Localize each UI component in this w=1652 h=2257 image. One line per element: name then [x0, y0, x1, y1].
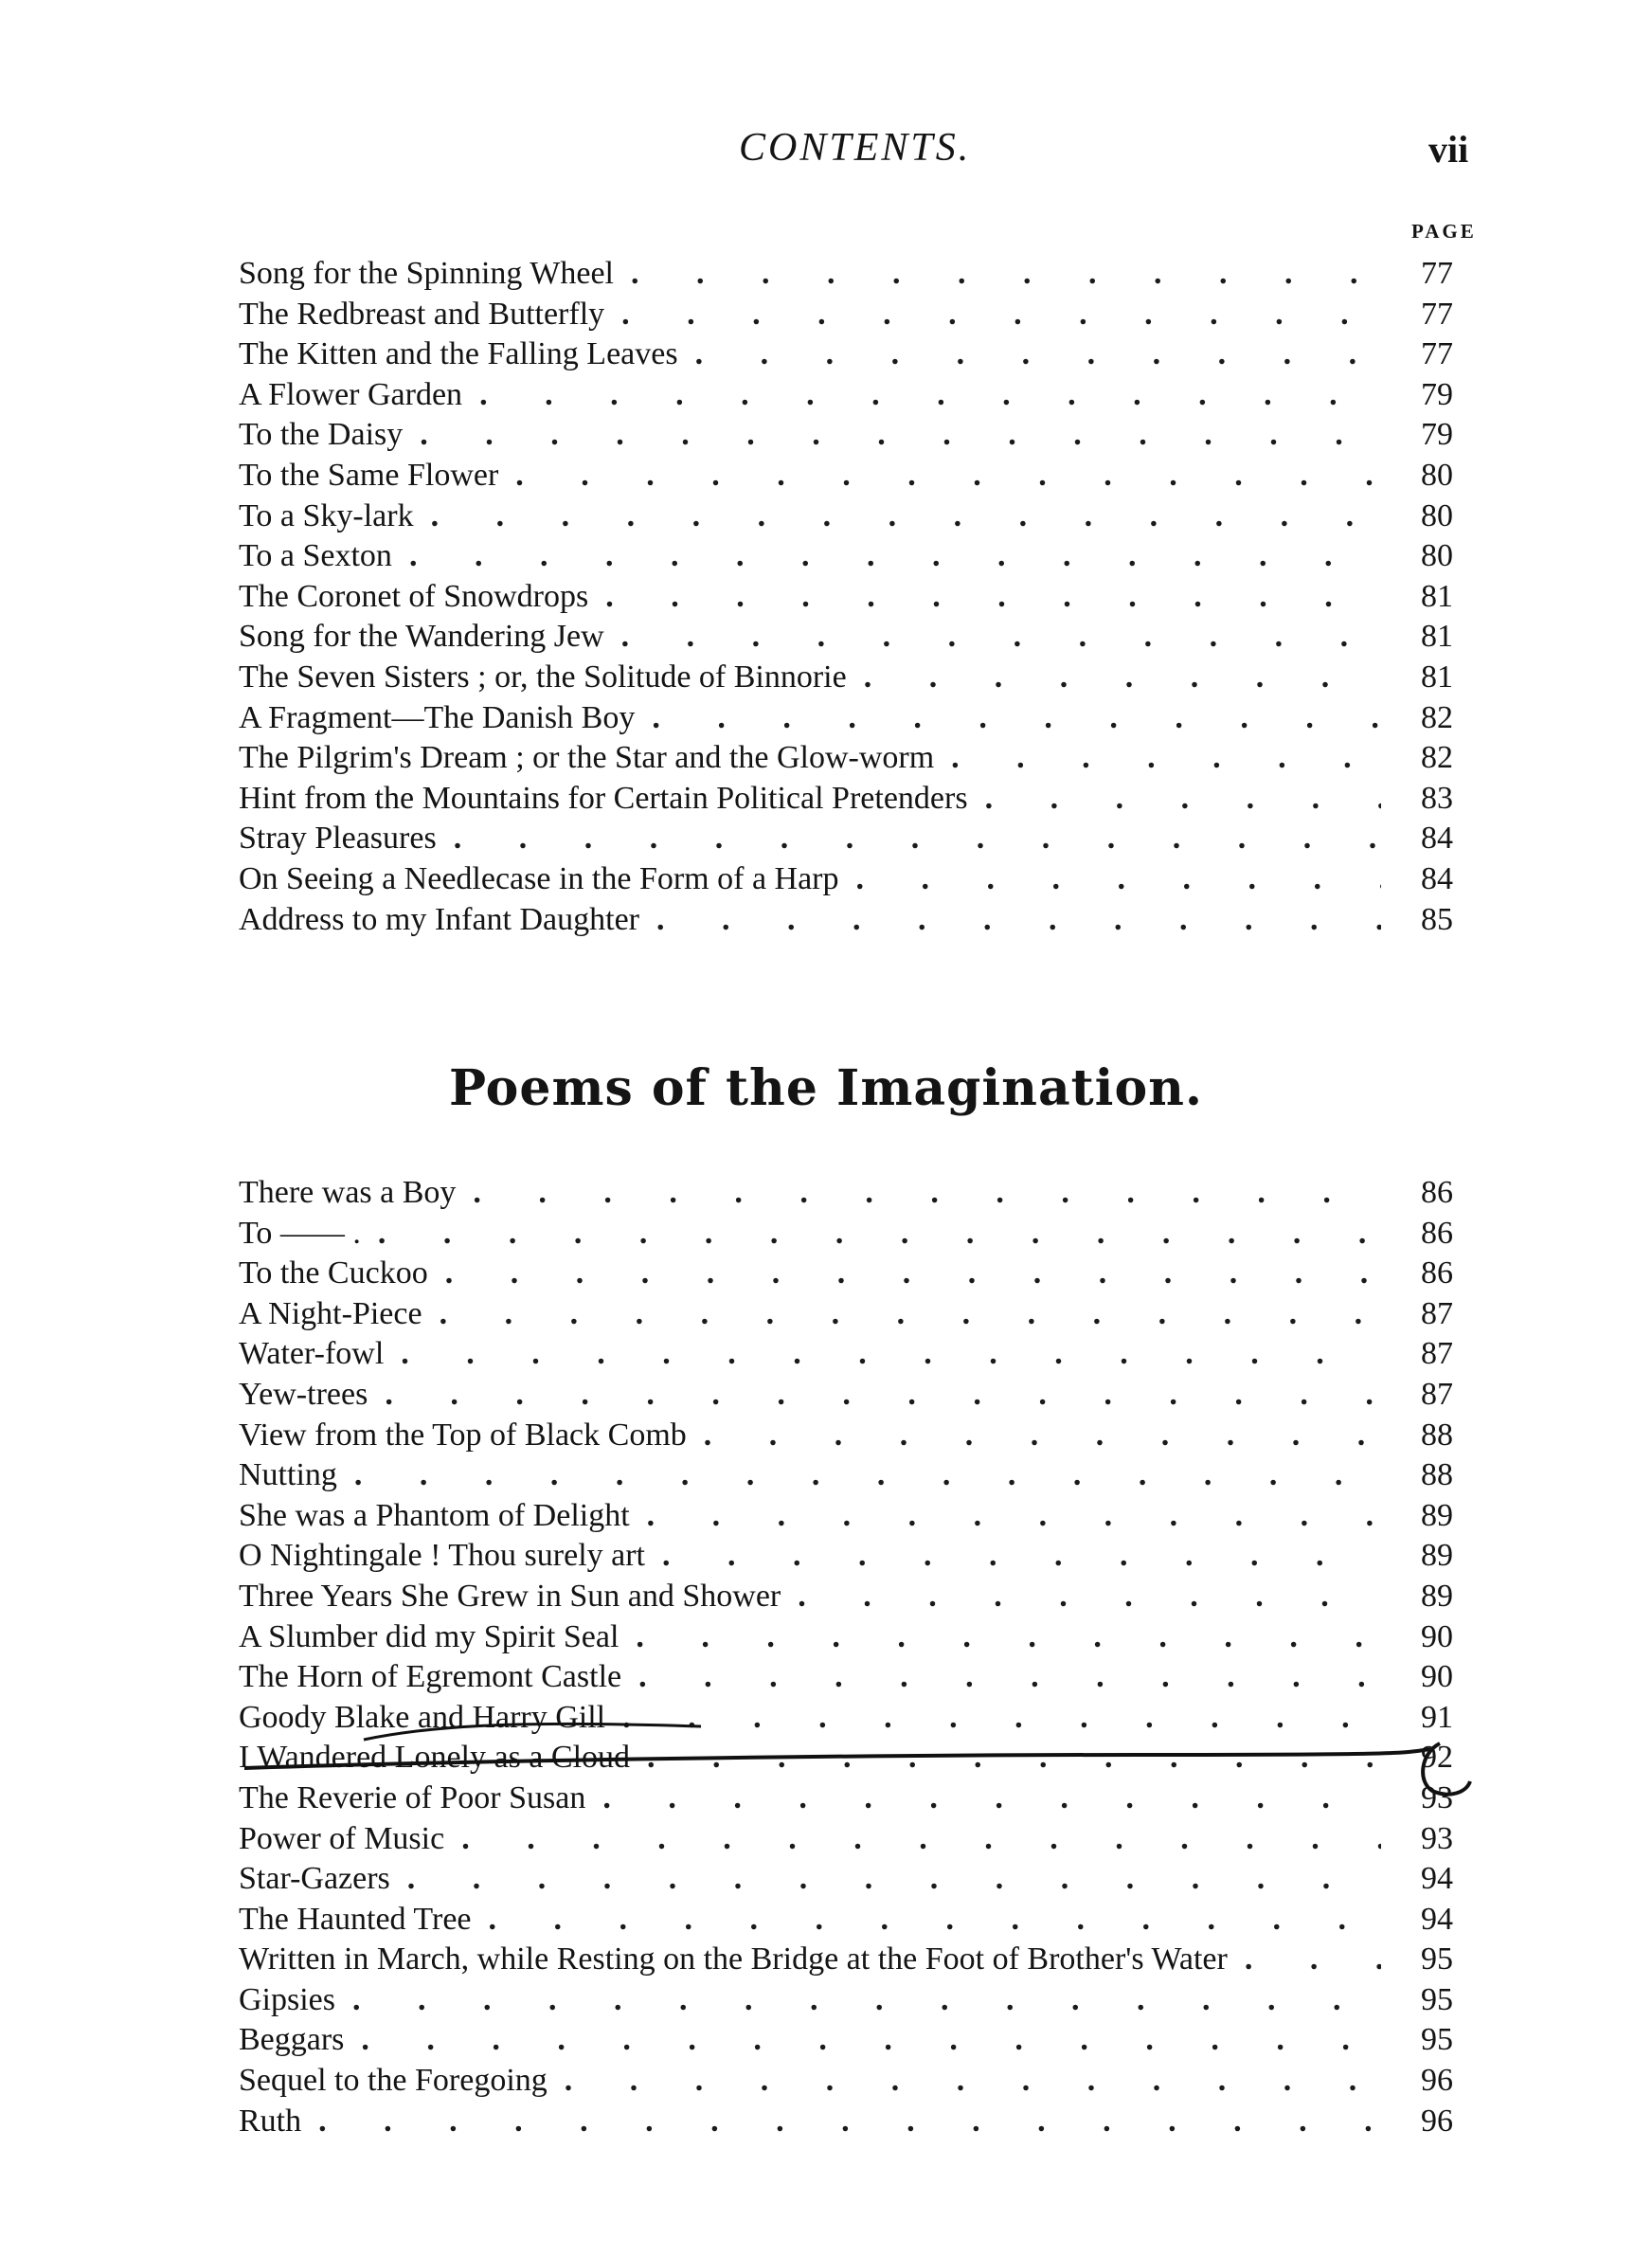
toc-entry-page: 80: [1421, 457, 1453, 493]
toc-entry-page: 94: [1421, 1901, 1453, 1937]
toc-entry: [239, 619, 1453, 659]
toc-entry: [239, 740, 1453, 781]
dot-leader: [695, 336, 1381, 372]
toc-entry: [239, 1941, 1453, 1982]
toc-entry-title: She was a Phantom of Delight: [239, 1497, 630, 1533]
dot-leader: [631, 256, 1381, 292]
toc-entry-title: A Night-Piece: [239, 1295, 422, 1331]
toc-entry-title: Water-fowl: [239, 1336, 385, 1372]
toc-entry-page: 82: [1421, 740, 1453, 776]
dot-leader: [647, 1498, 1381, 1534]
dot-leader: [489, 1902, 1381, 1938]
dot-leader: [636, 1619, 1381, 1655]
dot-leader: [621, 619, 1381, 655]
toc-entry: [239, 1659, 1453, 1700]
toc-entry-page: 87: [1421, 1376, 1453, 1412]
toc-entry-page: 79: [1421, 376, 1453, 412]
dot-leader: [385, 1377, 1381, 1413]
toc-entry-page: 77: [1421, 296, 1453, 332]
toc-entry: [239, 781, 1453, 822]
toc-entry-page: 92: [1421, 1740, 1453, 1776]
toc-entry-page: 89: [1421, 1538, 1453, 1574]
contents-list-imagination: [239, 1175, 1453, 2143]
dot-leader: [354, 1457, 1381, 1493]
toc-entry: [239, 1579, 1453, 1619]
toc-entry-title: A Fragment—The Danish Boy: [239, 699, 636, 735]
toc-entry-title: Three Years She Grew in Sun and Shower: [239, 1578, 781, 1614]
toc-entry-page: 84: [1421, 860, 1453, 896]
toc-entry-title: Song for the Wandering Jew: [239, 619, 604, 655]
toc-entry: [239, 1255, 1453, 1296]
toc-entry-page: 89: [1421, 1497, 1453, 1533]
dot-leader: [622, 1700, 1381, 1736]
dot-leader: [401, 1336, 1381, 1372]
toc-entry: [239, 1538, 1453, 1579]
toc-entry-title: The Coronet of Snowdrops: [239, 578, 589, 614]
dot-leader: [409, 538, 1381, 574]
dot-leader: [621, 297, 1381, 333]
toc-entry-page: 96: [1421, 2063, 1453, 2099]
dot-leader: [951, 740, 1381, 776]
toc-entry-title: The Kitten and the Falling Leaves: [239, 336, 678, 372]
toc-entry-title: To a Sexton: [239, 538, 392, 574]
dot-leader: [864, 659, 1381, 695]
toc-entry: [239, 538, 1453, 579]
toc-entry: [239, 2063, 1453, 2104]
toc-entry-title: Nutting: [239, 1457, 337, 1493]
toc-entry-title: Power of Music: [239, 1820, 445, 1856]
dot-leader: [985, 781, 1381, 817]
toc-entry-title: The Seven Sisters ; or, the Solitude of Binnorie: [239, 659, 847, 695]
toc-entry-title: Hint from the Mountains for Certain Political Pretenders: [239, 780, 968, 816]
toc-entry-title: To —— .: [239, 1215, 361, 1251]
toc-entry-page: 88: [1421, 1457, 1453, 1493]
dot-leader: [445, 1255, 1381, 1291]
toc-entry: [239, 377, 1453, 418]
toc-entry-title: To the Daisy: [239, 417, 404, 453]
dot-leader: [704, 1417, 1381, 1454]
toc-entry-title: A Flower Garden: [239, 376, 463, 412]
dot-leader: [638, 1659, 1381, 1695]
toc-entry-title: The Redbreast and Butterfly: [239, 296, 605, 332]
dot-leader: [652, 700, 1381, 736]
page-column-label: PAGE: [1411, 220, 1477, 243]
toc-entry-title: Beggars: [239, 2022, 345, 2058]
toc-entry-title: On Seeing a Needlecase in the Form of a Harp: [239, 860, 839, 896]
toc-entry: [239, 1619, 1453, 1660]
toc-entry: [239, 256, 1453, 297]
toc-entry-title: To the Cuckoo: [239, 1255, 428, 1291]
toc-entry-page: 86: [1421, 1255, 1453, 1291]
toc-entry-title: A Slumber did my Spirit Seal: [239, 1618, 620, 1654]
toc-entry: [239, 1296, 1453, 1337]
toc-entry-page: 81: [1421, 659, 1453, 695]
toc-entry: [239, 1700, 1453, 1741]
toc-entry-page: 77: [1421, 256, 1453, 291]
toc-entry-page: 91: [1421, 1699, 1453, 1735]
toc-entry-title: Gipsies: [239, 1981, 335, 2017]
toc-entry-page: 77: [1421, 336, 1453, 372]
dot-leader: [420, 417, 1381, 453]
toc-entry-page: 86: [1421, 1175, 1453, 1210]
toc-entry: [239, 297, 1453, 337]
dot-leader: [515, 458, 1381, 494]
toc-entry-page: 86: [1421, 1215, 1453, 1251]
dot-leader: [378, 1216, 1381, 1252]
toc-entry: [239, 1377, 1453, 1417]
toc-entry-page: 96: [1421, 2103, 1453, 2139]
toc-entry-title: Song for the Spinning Wheel: [239, 256, 614, 291]
dot-leader: [605, 579, 1381, 615]
dot-leader: [1245, 1941, 1381, 1977]
toc-entry: [239, 1821, 1453, 1862]
toc-entry-page: 94: [1421, 1861, 1453, 1897]
toc-entry: [239, 336, 1453, 377]
dot-leader: [856, 861, 1382, 897]
toc-entry-page: 83: [1421, 780, 1453, 816]
toc-entry: [239, 1902, 1453, 1942]
toc-entry-page: 84: [1421, 821, 1453, 857]
toc-entry-page: 89: [1421, 1578, 1453, 1614]
contents-list-occasional: [239, 256, 1453, 942]
toc-entry-page: 95: [1421, 1941, 1453, 1977]
toc-entry-page: 81: [1421, 578, 1453, 614]
toc-entry-page: 95: [1421, 1981, 1453, 2017]
toc-entry: [239, 1216, 1453, 1256]
toc-entry: [239, 2104, 1453, 2144]
toc-entry-page: 90: [1421, 1659, 1453, 1695]
toc-entry-title: The Haunted Tree: [239, 1901, 472, 1937]
toc-entry-page: 87: [1421, 1295, 1453, 1331]
toc-entry-page: 79: [1421, 417, 1453, 453]
toc-entry-page: 93: [1421, 1779, 1453, 1815]
toc-entry: [239, 902, 1453, 943]
dot-leader: [662, 1538, 1381, 1574]
toc-entry-title: The Pilgrim's Dream ; or the Star and the Glow-worm: [239, 740, 935, 776]
dot-leader: [407, 1861, 1381, 1897]
toc-entry: [239, 700, 1453, 741]
toc-entry: [239, 417, 1453, 458]
dot-leader: [352, 1982, 1381, 2018]
toc-entry-title: O Nightingale ! Thou surely art: [239, 1538, 646, 1574]
toc-entry-page: 93: [1421, 1820, 1453, 1856]
section-heading: Poems of the Imagination.: [448, 1059, 1204, 1117]
dot-leader: [440, 1296, 1381, 1332]
toc-entry-title: The Horn of Egremont Castle: [239, 1659, 622, 1695]
toc-entry: [239, 458, 1453, 498]
toc-entry: [239, 1861, 1453, 1902]
toc-entry: [239, 1175, 1453, 1216]
toc-entry-page: 80: [1421, 497, 1453, 533]
dot-leader: [798, 1579, 1381, 1615]
toc-entry-title: To the Same Flower: [239, 457, 499, 493]
page-number: vii: [1428, 128, 1469, 171]
toc-entry-title: The Reverie of Poor Susan: [239, 1779, 586, 1815]
toc-entry-title: Stray Pleasures: [239, 821, 437, 857]
toc-entry: [239, 1982, 1453, 2023]
toc-entry: [239, 579, 1453, 620]
toc-entry-title: Address to my Infant Daughter: [239, 901, 640, 937]
toc-entry: [239, 1498, 1453, 1539]
toc-entry: [239, 821, 1453, 861]
toc-entry-page: 90: [1421, 1618, 1453, 1654]
toc-entry-page: 87: [1421, 1336, 1453, 1372]
toc-entry-page: 81: [1421, 619, 1453, 655]
toc-entry-title: Sequel to the Foregoing: [239, 2063, 548, 2099]
toc-entry-title: View from the Top of Black Comb: [239, 1417, 687, 1453]
toc-entry: [239, 2022, 1453, 2063]
toc-entry-page: 82: [1421, 699, 1453, 735]
toc-entry-title: Goody Blake and Harry Gill: [239, 1699, 606, 1735]
dot-leader: [318, 2104, 1381, 2140]
toc-entry-page: 80: [1421, 538, 1453, 574]
dot-leader: [461, 1821, 1381, 1857]
dot-leader: [361, 2022, 1381, 2058]
toc-entry-title: I Wandered Lonely as a Cloud: [239, 1740, 631, 1776]
toc-entry: [239, 659, 1453, 700]
dot-leader: [431, 498, 1381, 534]
dot-leader: [565, 2063, 1381, 2099]
toc-entry-title: To a Sky-lark: [239, 497, 414, 533]
toc-entry-title: Yew-trees: [239, 1376, 368, 1412]
dot-leader: [647, 1740, 1381, 1776]
toc-entry: [239, 861, 1453, 902]
running-head: CONTENTS.: [739, 126, 972, 170]
dot-leader: [454, 821, 1381, 857]
toc-entry-title: Star-Gazers: [239, 1861, 390, 1897]
dot-leader: [602, 1780, 1381, 1816]
toc-entry: [239, 1457, 1453, 1498]
dot-leader: [479, 377, 1381, 413]
dot-leader: [656, 902, 1381, 938]
toc-entry-title: Ruth: [239, 2103, 302, 2139]
dot-leader: [473, 1175, 1381, 1211]
toc-entry-page: 88: [1421, 1417, 1453, 1453]
toc-entry: [239, 498, 1453, 539]
toc-entry-title: Written in March, while Resting on the Bridge at the Foot of Brother's Water: [239, 1941, 1228, 1977]
toc-entry: [239, 1336, 1453, 1377]
toc-entry: [239, 1740, 1453, 1780]
toc-entry: [239, 1417, 1453, 1458]
toc-entry-title: There was a Boy: [239, 1175, 457, 1210]
toc-entry-page: 95: [1421, 2022, 1453, 2058]
toc-entry-page: 85: [1421, 901, 1453, 937]
toc-entry: [239, 1780, 1453, 1821]
